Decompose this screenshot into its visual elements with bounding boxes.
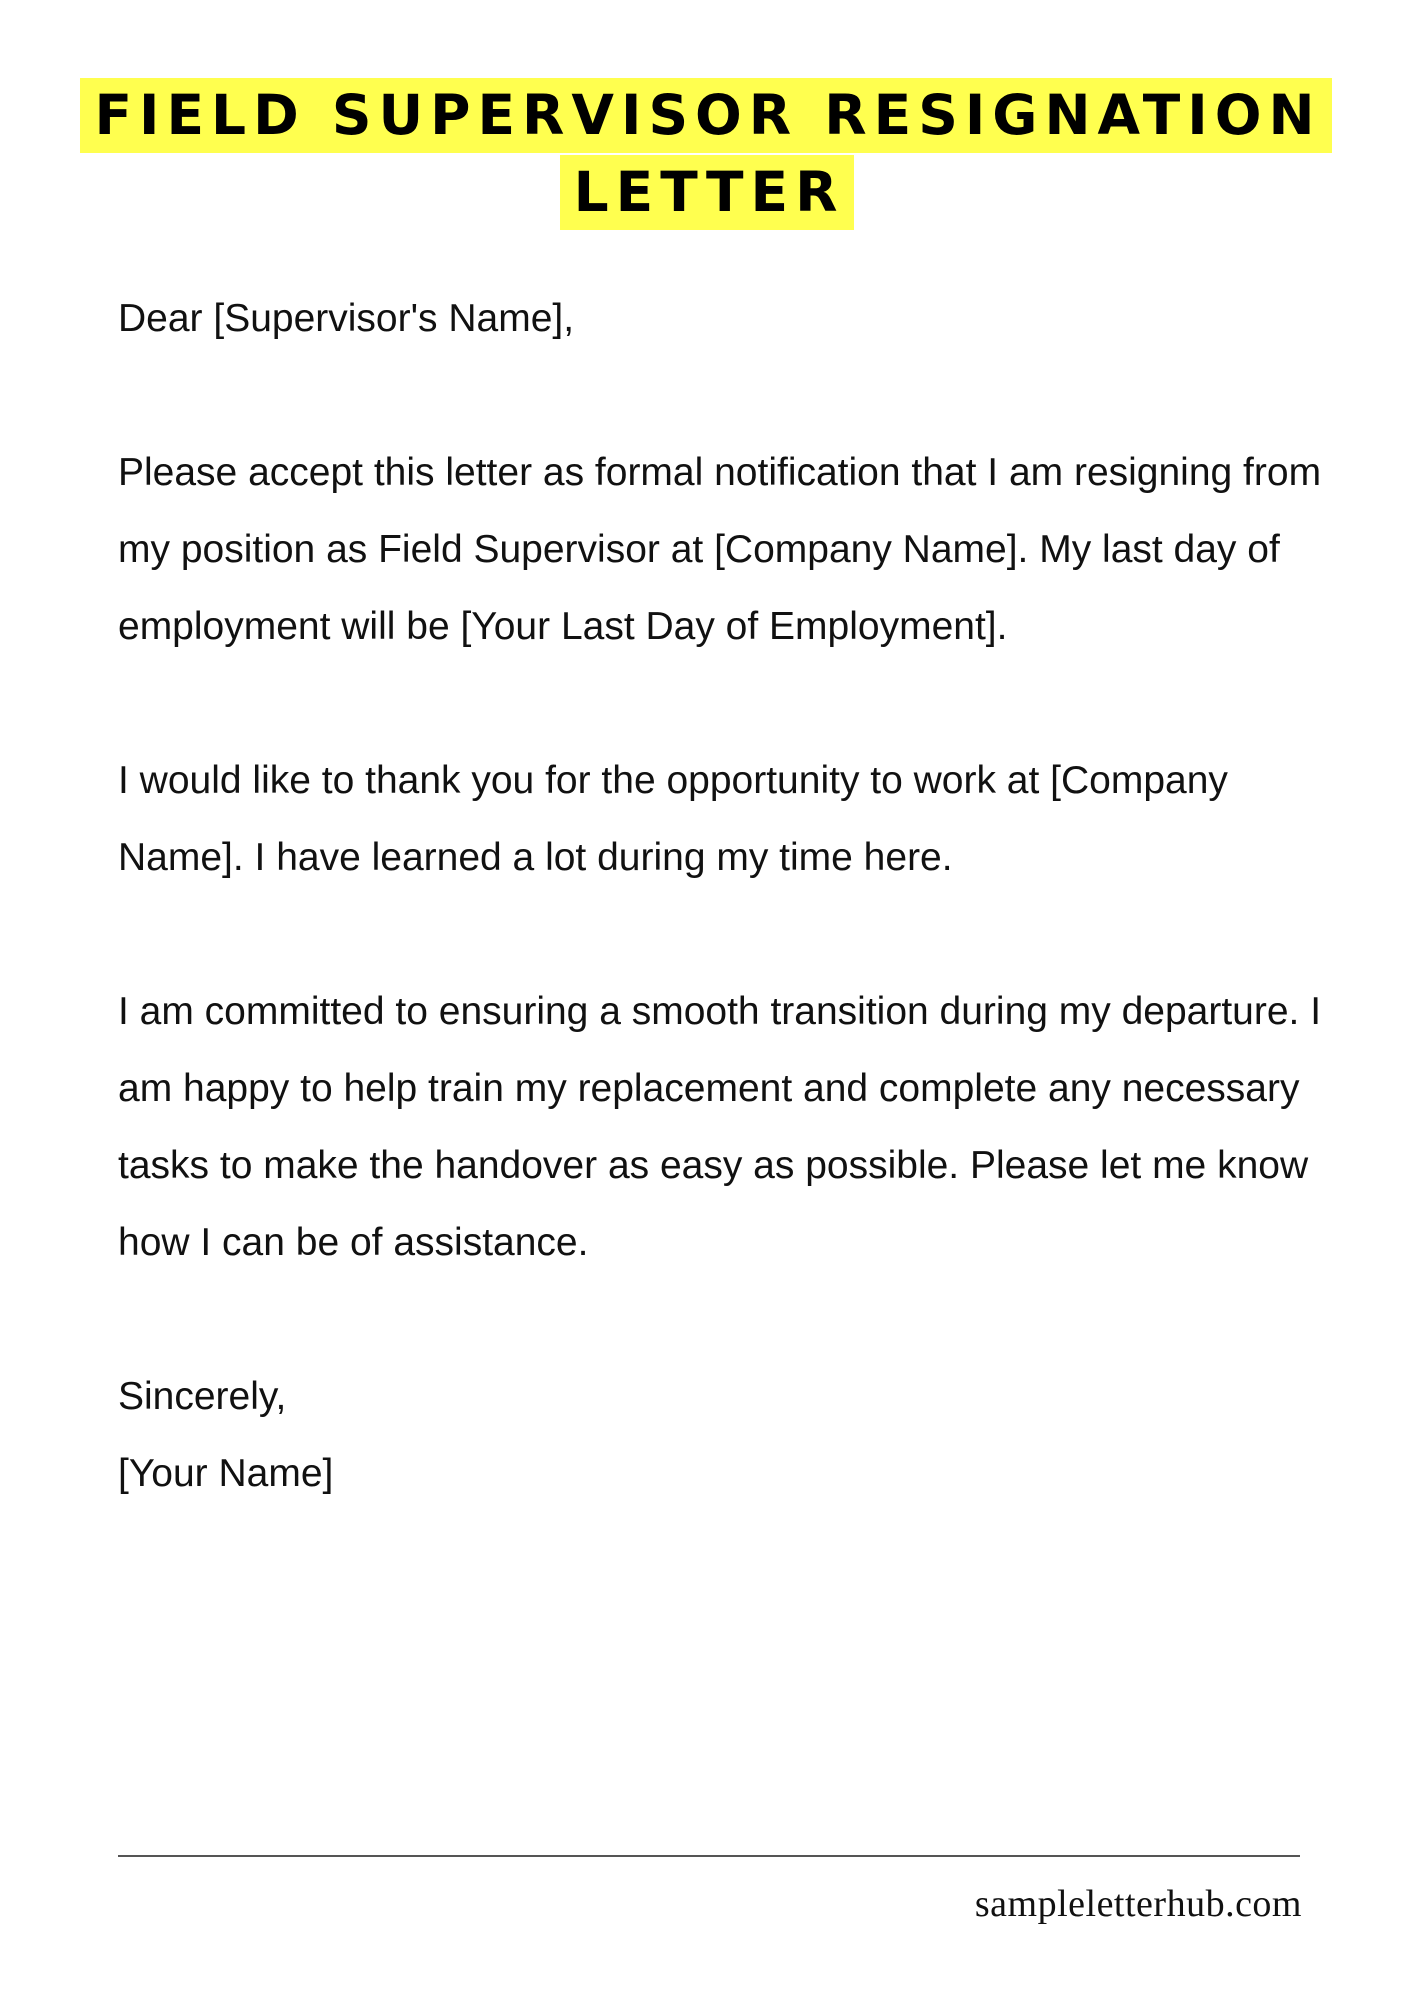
paragraph-2: I would like to thank you for the opportunity to work at [Company Name]. I have learned a lot during my time here. xyxy=(118,759,1228,879)
footer-site-name: sampleletterhub.com xyxy=(974,1883,1302,1925)
title-line-1: FIELD SUPERVISOR RESIGNATION xyxy=(80,78,1331,153)
page-title xyxy=(0,78,1414,230)
closing: Sincerely, xyxy=(118,1375,287,1418)
title-line-2: LETTER xyxy=(560,155,855,230)
paragraph-1: Please accept this letter as formal notification that I am resigning from my position as Field Supervisor at [Company Name]. My last day of employment will be [Your Last Day of Employment]. xyxy=(118,451,1322,648)
signature: [Your Name] xyxy=(118,1452,334,1495)
letter-body xyxy=(118,280,1348,1512)
paragraph-3: I am committed to ensuring a smooth transition during my departure. I am happy to help train my replacement and complete any necessary tasks to make the handover as easy as possible. Please let me know how I can be of assistance. xyxy=(118,990,1322,1264)
salutation: Dear [Supervisor's Name], xyxy=(118,297,575,340)
footer-divider xyxy=(118,1855,1300,1857)
